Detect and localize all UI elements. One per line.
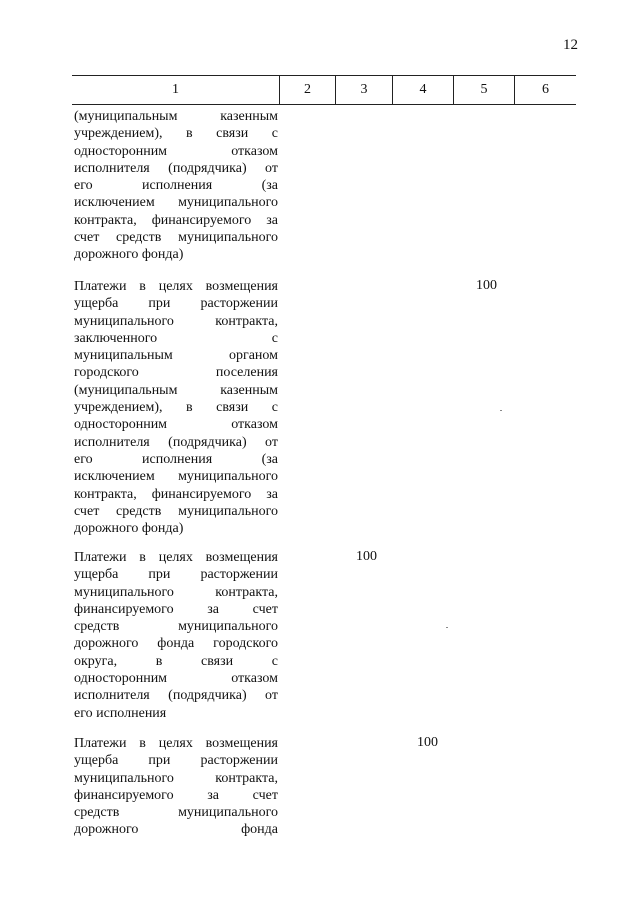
text-line: ущерба при расторжении <box>74 567 278 583</box>
scan-speck <box>500 410 502 411</box>
table-row-1-description <box>74 278 278 537</box>
text-line: Платежи в целях возмещения <box>74 550 278 565</box>
text-line: (муниципальным казенным <box>74 382 278 398</box>
text-line: муниципального контракта, <box>74 313 278 329</box>
text-line: исполнителя (подрядчика) от <box>74 160 278 176</box>
text-line: финансируемого за счет <box>74 601 278 617</box>
column-header-4: 4 <box>393 76 454 104</box>
text-line: счет средств муниципального <box>74 503 278 519</box>
text-line: заключенного с <box>74 330 278 346</box>
text-line: ущерба при расторжении <box>74 753 278 769</box>
text-line: контракта, финансируемого за <box>74 486 278 502</box>
text-line: дорожного фонда городского <box>74 636 278 652</box>
column-header-2: 2 <box>280 76 336 104</box>
text-line: финансируемого за счет <box>74 787 278 803</box>
text-line: ущерба при расторжении <box>74 296 278 312</box>
text-line: его исполнения (за <box>74 178 278 194</box>
table-header <box>72 75 576 105</box>
column-header-1: 1 <box>72 76 280 104</box>
text-line: городского поселения <box>74 365 278 381</box>
text-line: односторонним отказом <box>74 417 278 433</box>
text-line: исполнителя (подрядчика) от <box>74 434 278 450</box>
text-line: исключением муниципального <box>74 195 278 211</box>
text-line: округа, в связи с <box>74 653 278 669</box>
text-line: исполнителя (подрядчика) от <box>74 688 278 704</box>
table-row-0-description <box>74 108 278 264</box>
text-line: дорожного фонда) <box>74 521 184 537</box>
text-line: средств муниципального <box>74 619 278 635</box>
text-line: Платежи в целях возмещения <box>74 736 278 751</box>
page-number: 12 <box>563 37 578 53</box>
text-line: односторонним отказом <box>74 143 278 159</box>
text-line: его исполнения <box>74 705 167 721</box>
text-line: дорожного фонда <box>74 822 278 838</box>
text-line: муниципального контракта, <box>74 770 278 786</box>
text-line: муниципального контракта, <box>74 584 278 600</box>
text-line: односторонним отказом <box>74 671 278 687</box>
text-line: (муниципальным казенным <box>74 109 278 124</box>
table-row-3-col-4-value: 100 <box>417 735 438 750</box>
text-line: Платежи в целях возмещения <box>74 279 278 294</box>
column-header-3: 3 <box>336 76 393 104</box>
text-line: учреждением), в связи с <box>74 126 278 142</box>
table-row-2-description <box>74 549 278 722</box>
table-row-2-col-3-value: 100 <box>356 549 377 564</box>
table-row-3-description <box>74 735 278 839</box>
text-line: средств муниципального <box>74 805 278 821</box>
text-line: исключением муниципального <box>74 469 278 485</box>
text-line: муниципальным органом <box>74 348 278 364</box>
table-row-1-col-5-value: 100 <box>476 278 497 293</box>
text-line: учреждением), в связи с <box>74 400 278 416</box>
scan-speck <box>446 627 448 628</box>
column-header-5: 5 <box>454 76 515 104</box>
text-line: его исполнения (за <box>74 451 278 467</box>
text-line: дорожного фонда) <box>74 247 184 263</box>
text-line: счет средств муниципального <box>74 230 278 246</box>
column-header-6: 6 <box>542 82 549 97</box>
text-line: контракта, финансируемого за <box>74 212 278 228</box>
